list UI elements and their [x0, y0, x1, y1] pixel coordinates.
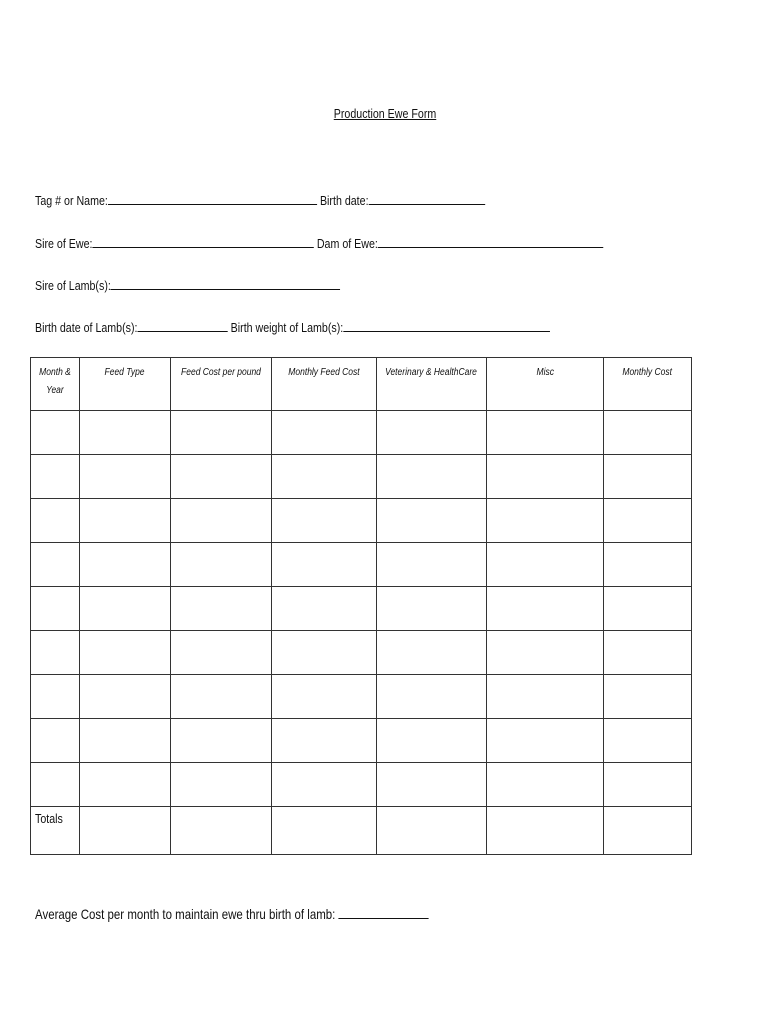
cost-table	[30, 357, 692, 855]
table-cell[interactable]	[604, 455, 692, 499]
table-cell[interactable]	[604, 499, 692, 543]
birth-date-input-line[interactable]	[369, 192, 485, 205]
table-cell[interactable]	[80, 807, 171, 855]
table-cell[interactable]	[604, 587, 692, 631]
table-cell[interactable]	[377, 719, 487, 763]
table-cell[interactable]	[487, 719, 604, 763]
table-cell[interactable]	[377, 411, 487, 455]
table-cell[interactable]	[487, 499, 604, 543]
table-cell[interactable]	[171, 411, 272, 455]
table-cell[interactable]	[171, 455, 272, 499]
table-cell[interactable]	[31, 587, 80, 631]
table-cell[interactable]	[272, 587, 377, 631]
sire-dam-row	[35, 235, 603, 251]
table-cell[interactable]	[272, 543, 377, 587]
sire-lambs-label: Sire of Lamb(s):	[35, 278, 111, 293]
table-cell[interactable]	[31, 675, 80, 719]
table-cell[interactable]	[80, 631, 171, 675]
table-cell[interactable]	[80, 719, 171, 763]
average-cost-label: Average Cost per month to maintain ewe thru birth of lamb:	[35, 906, 336, 922]
header-month-year: Month & Year	[31, 358, 80, 411]
header-monthly-cost: Monthly Cost	[604, 358, 692, 411]
header-feed-type: Feed Type	[80, 358, 171, 411]
table-cell[interactable]	[487, 631, 604, 675]
table-cell[interactable]	[80, 411, 171, 455]
average-cost-input-line[interactable]	[339, 906, 429, 919]
table-cell[interactable]	[487, 675, 604, 719]
totals-label: Totals	[35, 811, 63, 826]
dam-ewe-input-line[interactable]	[378, 235, 604, 248]
table-cell[interactable]	[487, 455, 604, 499]
tag-input-line[interactable]	[108, 192, 317, 205]
birth-weight-lambs-input-line[interactable]	[343, 319, 550, 332]
table-cell[interactable]	[604, 631, 692, 675]
sire-ewe-label: Sire of Ewe:	[35, 236, 93, 251]
birth-date-lambs-input-line[interactable]	[138, 319, 228, 332]
table-cell[interactable]	[272, 631, 377, 675]
table-cell[interactable]	[31, 719, 80, 763]
header-misc: Misc	[487, 358, 604, 411]
table-cell[interactable]	[80, 763, 171, 807]
average-cost-row	[35, 906, 429, 922]
table-row	[31, 675, 692, 719]
table-cell[interactable]	[377, 587, 487, 631]
table-row	[31, 587, 692, 631]
table-cell[interactable]	[487, 411, 604, 455]
table-cell[interactable]	[272, 675, 377, 719]
table-cell[interactable]	[604, 675, 692, 719]
table-row	[31, 631, 692, 675]
table-cell[interactable]	[171, 587, 272, 631]
table-cell[interactable]	[604, 543, 692, 587]
table-row	[31, 499, 692, 543]
table-cell[interactable]	[80, 543, 171, 587]
table-cell[interactable]	[80, 675, 171, 719]
table-cell[interactable]	[377, 763, 487, 807]
table-cell[interactable]	[171, 763, 272, 807]
table-cell[interactable]	[604, 411, 692, 455]
table-cell[interactable]	[604, 807, 692, 855]
form-title: Production Ewe Form	[333, 106, 437, 121]
table-cell[interactable]	[31, 499, 80, 543]
table-cell[interactable]	[171, 719, 272, 763]
sire-ewe-input-line[interactable]	[92, 235, 313, 248]
table-cell[interactable]	[31, 631, 80, 675]
table-cell[interactable]	[487, 763, 604, 807]
table-cell[interactable]	[171, 807, 272, 855]
table-cell[interactable]	[171, 543, 272, 587]
table-cell[interactable]	[377, 675, 487, 719]
table-cell[interactable]	[487, 543, 604, 587]
birth-date-lambs-label: Birth date of Lamb(s):	[35, 320, 138, 335]
table-cell[interactable]	[377, 455, 487, 499]
table-cell[interactable]	[487, 807, 604, 855]
table-header-row	[31, 358, 692, 411]
table-cell[interactable]	[171, 499, 272, 543]
totals-label-cell	[31, 807, 80, 855]
table-cell[interactable]	[31, 411, 80, 455]
table-row	[31, 543, 692, 587]
table-cell[interactable]	[272, 499, 377, 543]
table-cell[interactable]	[377, 543, 487, 587]
dam-ewe-label: Dam of Ewe:	[316, 236, 378, 251]
table-cell[interactable]	[272, 763, 377, 807]
table-row	[31, 455, 692, 499]
header-veterinary-healthcare: Veterinary & HealthCare	[377, 358, 487, 411]
table-cell[interactable]	[171, 675, 272, 719]
header-feed-cost-per-pound: Feed Cost per pound	[171, 358, 272, 411]
totals-row	[31, 807, 692, 855]
table-cell[interactable]	[377, 631, 487, 675]
birth-date-label: Birth date:	[319, 193, 369, 208]
tag-birthdate-row	[35, 192, 485, 208]
table-row	[31, 719, 692, 763]
table-row	[31, 411, 692, 455]
table-cell[interactable]	[487, 587, 604, 631]
header-monthly-feed-cost: Monthly Feed Cost	[272, 358, 377, 411]
lamb-birth-row	[35, 319, 550, 335]
sire-lambs-input-line[interactable]	[111, 277, 341, 290]
table-cell[interactable]	[604, 763, 692, 807]
sire-lambs-row	[35, 277, 340, 293]
table-cell[interactable]	[31, 455, 80, 499]
table-cell[interactable]	[272, 807, 377, 855]
table-cell[interactable]	[31, 543, 80, 587]
table-cell[interactable]	[80, 499, 171, 543]
birth-weight-lambs-label: Birth weight of Lamb(s):	[230, 320, 344, 335]
table-cell[interactable]	[272, 719, 377, 763]
table-cell[interactable]	[604, 719, 692, 763]
table-cell[interactable]	[377, 499, 487, 543]
table-cell[interactable]	[272, 455, 377, 499]
tag-label: Tag # or Name:	[35, 193, 108, 208]
table-cell[interactable]	[80, 587, 171, 631]
table-cell[interactable]	[272, 411, 377, 455]
table-cell[interactable]	[31, 763, 80, 807]
table-cell[interactable]	[377, 807, 487, 855]
table-cell[interactable]	[80, 455, 171, 499]
table-cell[interactable]	[171, 631, 272, 675]
table-row	[31, 763, 692, 807]
